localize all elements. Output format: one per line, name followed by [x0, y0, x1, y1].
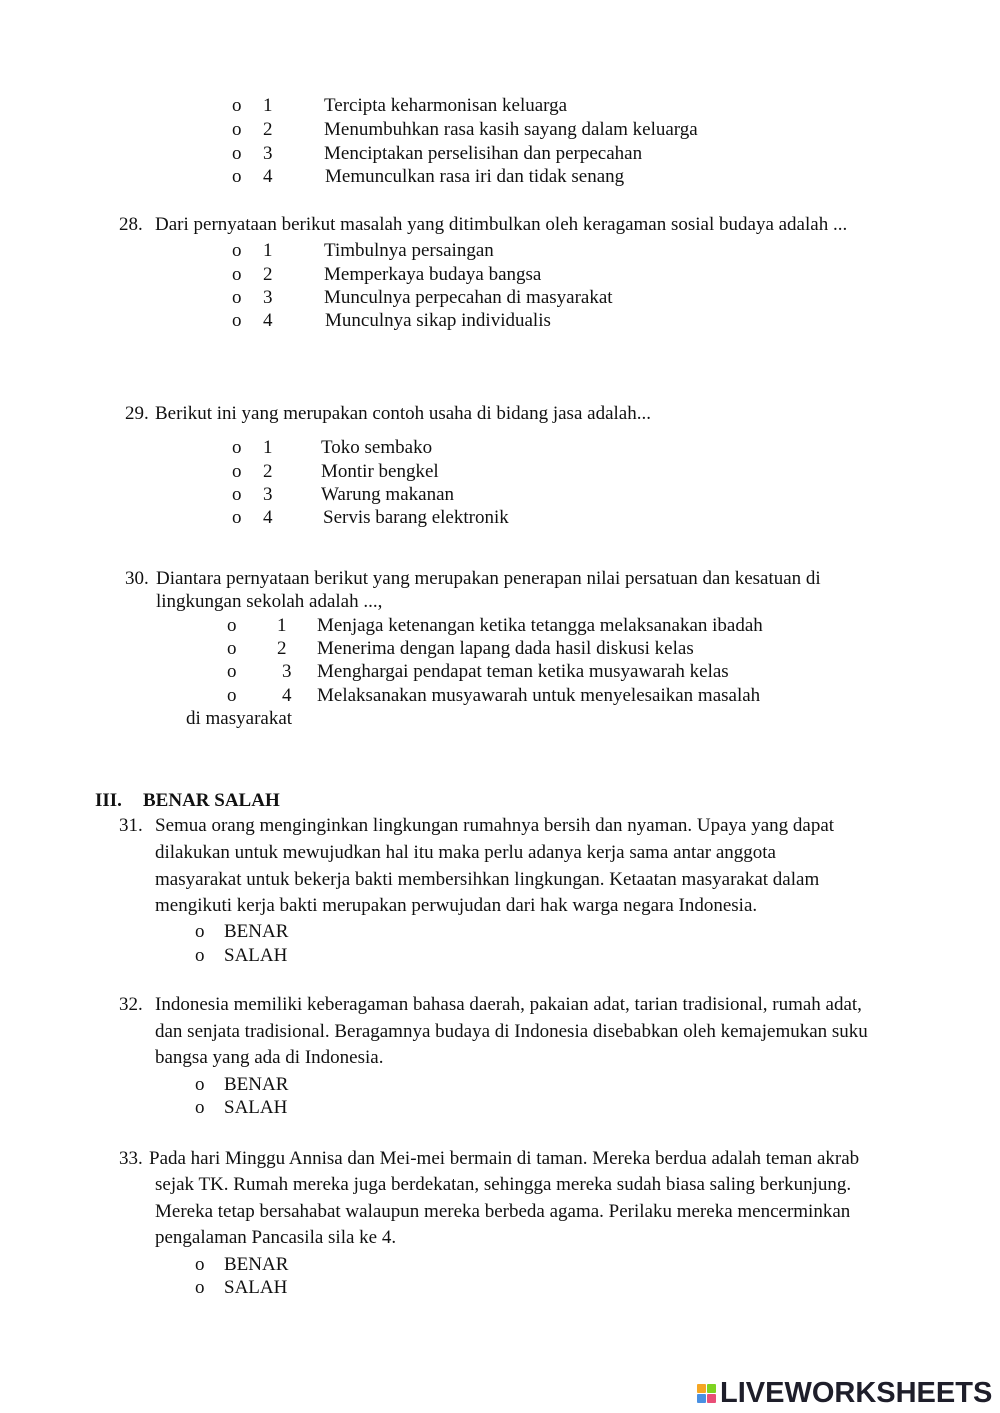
section-roman-numeral: III.	[95, 790, 122, 811]
option-number: 1	[263, 95, 273, 116]
option-number: 3	[263, 143, 273, 164]
option-number: 2	[263, 461, 273, 482]
radio-bullet-icon[interactable]: o	[232, 119, 242, 140]
section-title: BENAR SALAH	[143, 790, 280, 811]
radio-bullet-icon[interactable]: o	[232, 484, 242, 505]
liveworksheets-logo[interactable]	[697, 1378, 992, 1408]
option-text: Munculnya perpecahan di masyarakat	[324, 287, 613, 308]
option-text: Menghargai pendapat teman ketika musyawarah kelas	[317, 661, 729, 682]
option-text: Tercipta keharmonisan keluarga	[324, 95, 568, 116]
question-text-line: bangsa yang ada di Indonesia.	[155, 1047, 384, 1068]
radio-bullet-icon[interactable]: o	[195, 1254, 205, 1275]
radio-bullet-icon[interactable]: o	[232, 166, 242, 187]
question-text-line: masyarakat untuk bekerja bakti membersihkan lingkungan. Ketaatan masyarakat dalam	[155, 869, 820, 890]
radio-bullet-icon[interactable]: o	[195, 921, 205, 942]
option-text: Menciptakan perselisihan dan perpecahan	[324, 143, 643, 164]
logo-square	[697, 1394, 706, 1403]
question-text-line: mengikuti kerja bakti merupakan perwujudan dari hak warga negara Indonesia.	[155, 895, 758, 916]
radio-bullet-icon[interactable]: o	[232, 461, 242, 482]
question-text-line: pengalaman Pancasila sila ke 4.	[155, 1227, 397, 1248]
question-number: 32.	[119, 994, 143, 1015]
question-text-line: Pada hari Minggu Annisa dan Mei-mei bermain di taman. Mereka berdua adalah teman akrab	[149, 1148, 860, 1169]
radio-bullet-icon[interactable]: o	[232, 507, 242, 528]
radio-bullet-icon[interactable]: o	[227, 661, 237, 682]
option-text: Servis barang elektronik	[323, 507, 509, 528]
question-text-line: Semua orang menginginkan lingkungan rumahnya bersih dan nyaman. Upaya yang dapat	[155, 815, 835, 836]
radio-bullet-icon[interactable]: o	[232, 310, 242, 331]
option-text: Warung makanan	[321, 484, 454, 505]
option-number: 2	[263, 264, 273, 285]
radio-bullet-icon[interactable]: o	[195, 945, 205, 966]
option-text: Menumbuhkan rasa kasih sayang dalam keluarga	[324, 119, 698, 140]
option-text: SALAH	[224, 1277, 288, 1298]
option-number: 4	[282, 685, 292, 706]
option-number: 2	[277, 638, 287, 659]
option-text: BENAR	[224, 1254, 289, 1275]
logo-text: LIVEWORKSHEETS	[720, 1377, 993, 1409]
option-text: Melaksanakan musyawarah untuk menyelesaikan masalah	[317, 685, 761, 706]
option-text: SALAH	[224, 945, 288, 966]
radio-bullet-icon[interactable]: o	[195, 1074, 205, 1095]
radio-bullet-icon[interactable]: o	[232, 240, 242, 261]
question-text-line: sejak TK. Rumah mereka juga berdekatan, sehingga mereka sudah biasa saling berkunjung.	[155, 1174, 852, 1195]
radio-bullet-icon[interactable]: o	[232, 437, 242, 458]
question-number: 33.	[119, 1148, 143, 1169]
option-text: Menjaga ketenangan ketika tetangga melaksanakan ibadah	[317, 615, 763, 636]
question-text-line: dilakukan untuk mewujudkan hal itu maka perlu adanya kerja sama antar anggota	[155, 842, 776, 863]
liveworksheets-logo-icon	[697, 1384, 716, 1403]
option-text: Memperkaya budaya bangsa	[324, 264, 542, 285]
option-text: Memunculkan rasa iri dan tidak senang	[325, 166, 625, 187]
option-number: 3	[263, 484, 273, 505]
question-text-line: Indonesia memiliki keberagaman bahasa daerah, pakaian adat, tarian tradisional, rumah adat,	[155, 994, 862, 1015]
option-text: SALAH	[224, 1097, 288, 1118]
option-text: Timbulnya persaingan	[324, 240, 494, 261]
radio-bullet-icon[interactable]: o	[227, 615, 237, 636]
question-text-line: Mereka tetap bersahabat walaupun mereka berbeda agama. Perilaku mereka mencerminkan	[155, 1201, 851, 1222]
option-number: 4	[263, 310, 273, 331]
option-number: 1	[277, 615, 287, 636]
option-number: 4	[263, 166, 273, 187]
radio-bullet-icon[interactable]: o	[232, 264, 242, 285]
question-text: Berikut ini yang merupakan contoh usaha di bidang jasa adalah...	[155, 403, 651, 424]
option-number: 1	[263, 437, 273, 458]
option-text: Montir bengkel	[321, 461, 439, 482]
option-number: 3	[282, 661, 292, 682]
option-text: Munculnya sikap individualis	[325, 310, 551, 331]
option-number: 1	[263, 240, 273, 261]
option-text: BENAR	[224, 1074, 289, 1095]
option-number: 3	[263, 287, 273, 308]
option-number: 2	[263, 119, 273, 140]
logo-square	[697, 1384, 706, 1393]
radio-bullet-icon[interactable]: o	[195, 1277, 205, 1298]
option-text: Menerima dengan lapang dada hasil diskusi kelas	[317, 638, 694, 659]
question-text-line: Diantara pernyataan berikut yang merupakan penerapan nilai persatuan dan kesatuan di	[156, 568, 821, 589]
radio-bullet-icon[interactable]: o	[232, 95, 242, 116]
radio-bullet-icon[interactable]: o	[232, 143, 242, 164]
question-text: Dari pernyataan berikut masalah yang ditimbulkan oleh keragaman sosial budaya adalah ...	[155, 214, 848, 235]
question-number: 29.	[125, 403, 149, 424]
question-number: 30.	[125, 568, 149, 589]
radio-bullet-icon[interactable]: o	[232, 287, 242, 308]
radio-bullet-icon[interactable]: o	[227, 638, 237, 659]
question-text-line: dan senjata tradisional. Beragamnya budaya di Indonesia disebabkan oleh kemajemukan suku	[155, 1021, 868, 1042]
logo-square	[707, 1394, 716, 1403]
question-text-line: lingkungan sekolah adalah ...,	[156, 591, 383, 612]
radio-bullet-icon[interactable]: o	[227, 685, 237, 706]
option-continuation: di masyarakat	[186, 708, 293, 729]
logo-square	[707, 1384, 716, 1393]
option-text: Toko sembako	[321, 437, 433, 458]
option-number: 4	[263, 507, 273, 528]
question-number: 31.	[119, 815, 143, 836]
question-number: 28.	[119, 214, 143, 235]
option-text: BENAR	[224, 921, 289, 942]
radio-bullet-icon[interactable]: o	[195, 1097, 205, 1118]
